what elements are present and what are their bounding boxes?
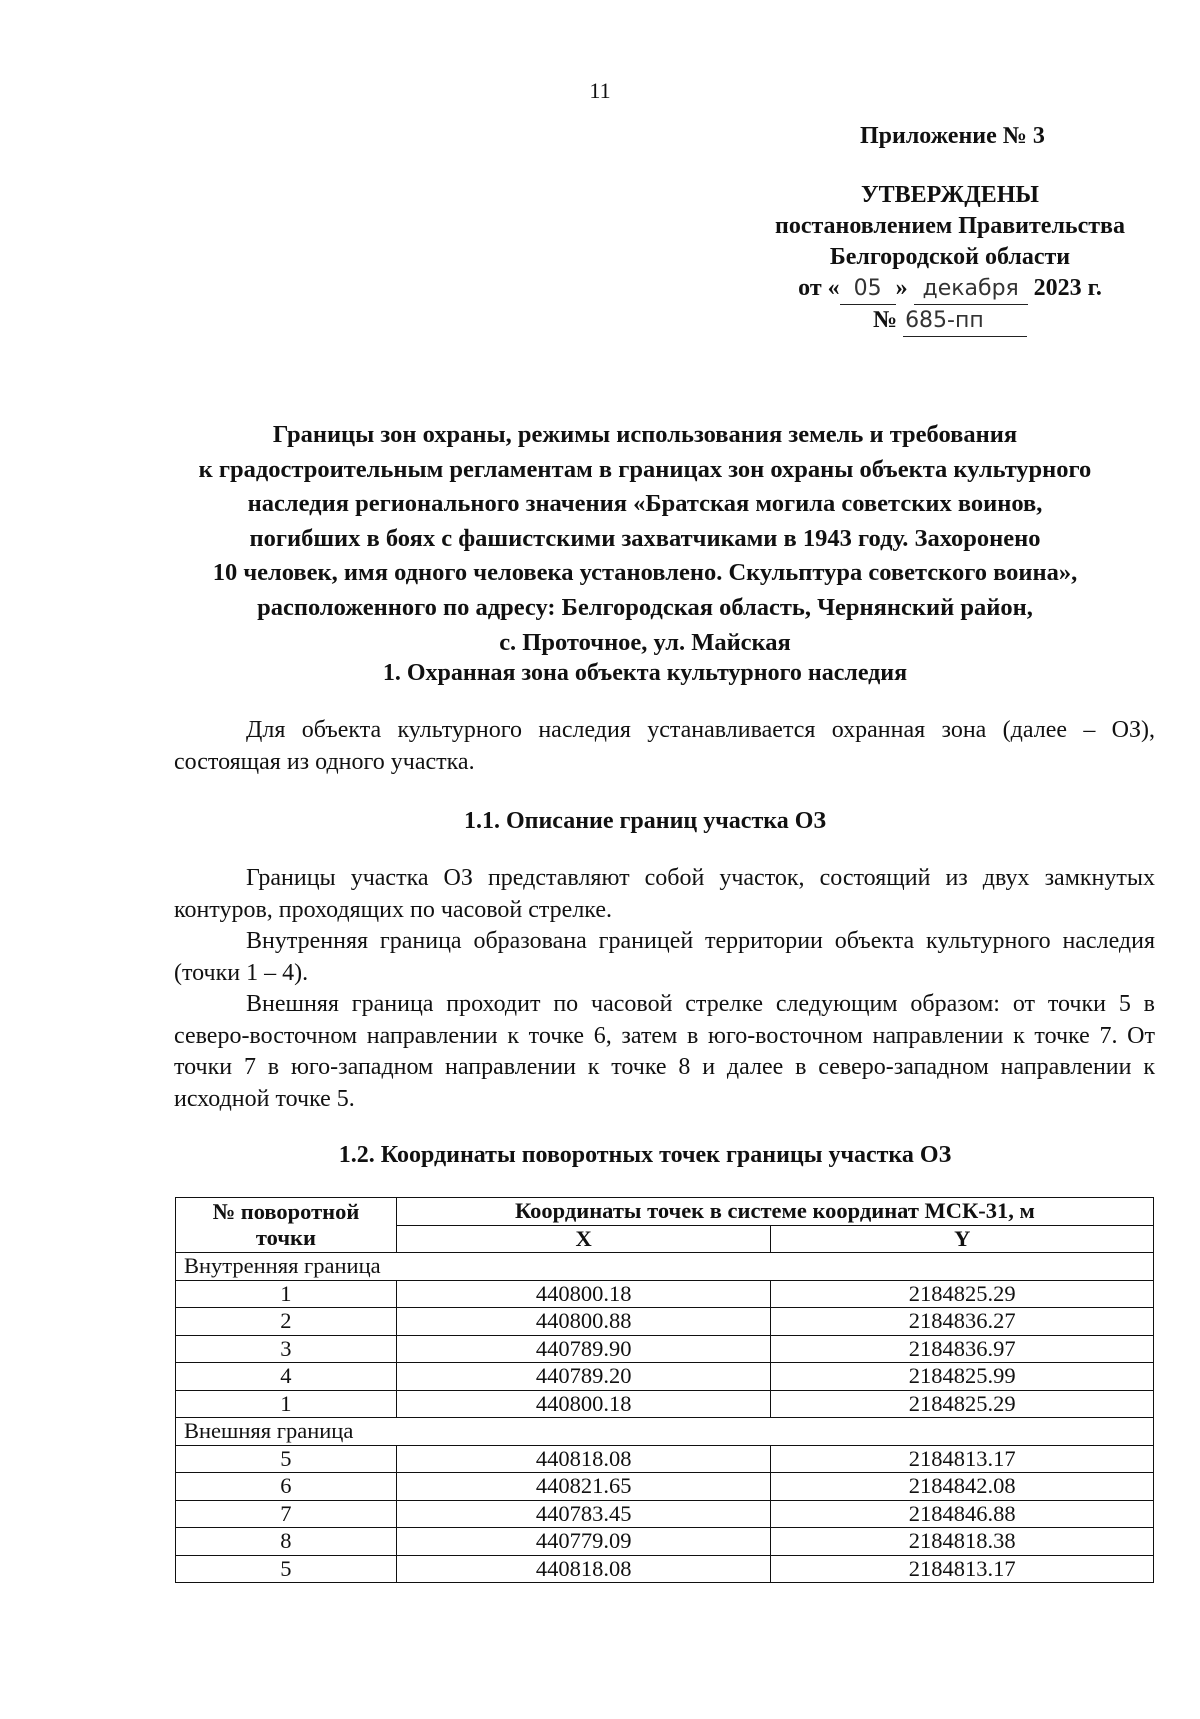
date-quote-close: »: [895, 275, 908, 301]
point-cell: 2: [176, 1308, 397, 1336]
title-line: наследия регионального значения «Братская могила советских воинов,: [247, 490, 1043, 518]
table-row: [176, 1363, 1154, 1391]
point-cell: 8: [176, 1528, 397, 1556]
x-cell: 440800.18: [396, 1280, 771, 1308]
x-cell: 440783.45: [396, 1500, 771, 1528]
section-1-1-text: [174, 863, 1155, 1115]
y-cell: 2184813.17: [771, 1445, 1154, 1473]
section-1-paragraph: Для объекта культурного наследия устанавливается охранная зона (далее – ОЗ), состоящая из одного участка.: [174, 717, 1155, 775]
approval-line-1: постановлением Правительства: [774, 213, 1125, 239]
approval-line-2: Белгородской области: [829, 244, 1071, 270]
y-cell: 2184836.27: [771, 1308, 1154, 1336]
approval-block: [740, 180, 1160, 337]
y-cell: 2184836.97: [771, 1335, 1154, 1363]
point-cell: 4: [176, 1363, 397, 1391]
group-label-outer: Внешняя граница: [176, 1418, 1154, 1446]
y-cell: 2184813.17: [771, 1555, 1154, 1583]
x-cell: 440800.88: [396, 1308, 771, 1336]
y-cell: 2184818.38: [771, 1528, 1154, 1556]
section-1-1-paragraph-3: Внешняя граница проходит по часовой стрелке следующим образом: от точки 5 в северо-восточном направлении к точке 6, затем в юго-восточном направлении к точке 7. От точки 7 в юго-западном направлении к точке 8 и далее в северо-западном направлении к исходной точке 5.: [174, 991, 1155, 1112]
title-line: 10 человек, имя одного человека установлено. Скульптура советского воина»,: [212, 559, 1078, 587]
point-cell: 1: [176, 1390, 397, 1418]
approval-number: [740, 305, 1160, 337]
x-cell: 440789.20: [396, 1363, 771, 1391]
table-row: [176, 1555, 1154, 1583]
y-cell: 2184825.29: [771, 1280, 1154, 1308]
page-number: 11: [589, 78, 611, 103]
column-header-y: Y: [771, 1225, 1154, 1253]
column-header-x: X: [396, 1225, 771, 1253]
x-cell: 440821.65: [396, 1473, 771, 1501]
section-1-1-paragraph-1: Границы участка ОЗ представляют собой участок, состоящий из двух замкнутых контуров, проходящих по часовой стрелке.: [174, 865, 1155, 923]
coordinates-table: [175, 1197, 1154, 1583]
title-line: погибших в боях с фашистскими захватчиками в 1943 году. Захоронено: [249, 524, 1041, 552]
point-cell: 5: [176, 1445, 397, 1473]
title-line: Границы зон охраны, режимы использования земель и требования: [272, 421, 1018, 448]
point-cell: 6: [176, 1473, 397, 1501]
section-1-text: [174, 715, 1155, 778]
approval-date: [740, 273, 1160, 305]
group-row: [176, 1418, 1154, 1446]
table-row: [176, 1473, 1154, 1501]
column-header-point: № поворотной точки: [176, 1198, 397, 1253]
y-cell: 2184842.08: [771, 1473, 1154, 1501]
section-1-2-heading: 1.2. Координаты поворотных точек границы участка ОЗ: [338, 1142, 952, 1168]
section-1-1-paragraph-2: Внутренняя граница образована границей территории объекта культурного наследия (точки 1 – 4).: [174, 928, 1155, 986]
point-cell: 5: [176, 1555, 397, 1583]
title-line: расположенного по адресу: Белгородская область, Чернянский район,: [257, 593, 1033, 621]
x-cell: 440800.18: [396, 1390, 771, 1418]
table-row: [176, 1335, 1154, 1363]
approved-heading: УТВЕРЖДЕНЫ: [861, 182, 1039, 208]
date-prefix: от «: [798, 275, 840, 301]
group-label-inner: Внутренняя граница: [176, 1253, 1154, 1281]
table-row: [176, 1500, 1154, 1528]
section-1-1-heading: 1.1. Описание границ участка ОЗ: [463, 808, 827, 834]
table-row: [176, 1445, 1154, 1473]
column-header-coordinates: Координаты точек в системе координат МСК-31, м: [396, 1198, 1153, 1226]
point-cell: 3: [176, 1335, 397, 1363]
number-prefix: №: [872, 307, 898, 333]
x-cell: 440779.09: [396, 1528, 771, 1556]
title-line: с. Проточное, ул. Майская: [499, 628, 791, 656]
x-cell: 440818.08: [396, 1445, 771, 1473]
x-cell: 440789.90: [396, 1335, 771, 1363]
table-row: [176, 1390, 1154, 1418]
date-month: декабря: [914, 273, 1028, 305]
point-cell: 1: [176, 1280, 397, 1308]
appendix-label: Приложение № 3: [860, 123, 1045, 149]
document-title: [150, 418, 1140, 660]
y-cell: 2184846.88: [771, 1500, 1154, 1528]
decree-number: 685-пп: [903, 305, 1027, 337]
table-row: [176, 1308, 1154, 1336]
section-1-heading: 1. Охранная зона объекта культурного наследия: [382, 660, 908, 686]
table-row: [176, 1528, 1154, 1556]
point-cell: 7: [176, 1500, 397, 1528]
y-cell: 2184825.29: [771, 1390, 1154, 1418]
title-line: к градостроительным регламентам в границах зон охраны объекта культурного: [198, 455, 1092, 483]
group-row: [176, 1253, 1154, 1281]
date-day: 05: [840, 273, 896, 305]
date-year: 2023 г.: [1033, 275, 1102, 301]
table-row: [176, 1280, 1154, 1308]
x-cell: 440818.08: [396, 1555, 771, 1583]
y-cell: 2184825.99: [771, 1363, 1154, 1391]
